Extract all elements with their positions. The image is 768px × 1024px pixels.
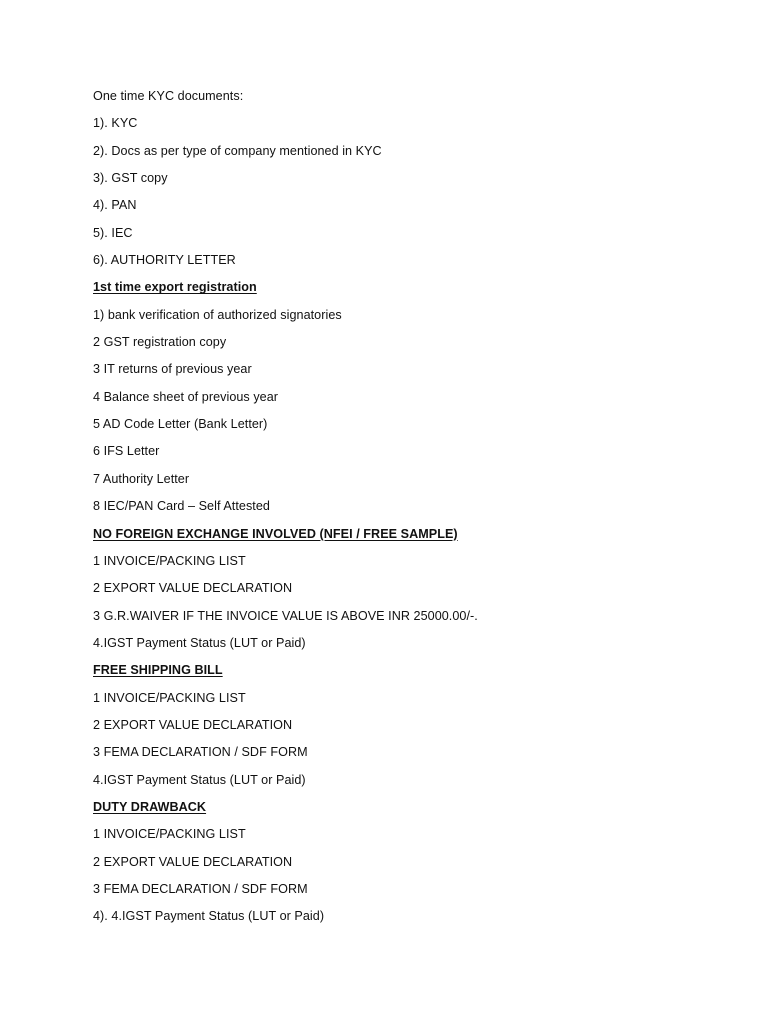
list-item: 1 INVOICE/PACKING LIST bbox=[93, 553, 246, 568]
list-item: 8 IEC/PAN Card – Self Attested bbox=[93, 499, 270, 514]
list-item: 3 FEMA DECLARATION / SDF FORM bbox=[93, 745, 308, 760]
kyc-list-item: 5). IEC bbox=[93, 225, 133, 240]
list-item: 1 INVOICE/PACKING LIST bbox=[93, 690, 246, 705]
list-item: 3 FEMA DECLARATION / SDF FORM bbox=[93, 881, 308, 896]
section-heading-export-registration: 1st time export registration bbox=[93, 280, 257, 295]
list-item: 3 G.R.WAIVER IF THE INVOICE VALUE IS ABOVE INR 25000.00/-. bbox=[93, 608, 478, 623]
list-item: 4). 4.IGST Payment Status (LUT or Paid) bbox=[93, 909, 325, 924]
list-item: 2 EXPORT VALUE DECLARATION bbox=[93, 717, 293, 732]
kyc-list-item: 2). Docs as per type of company mentioned in KYC bbox=[93, 143, 382, 158]
list-item: 7 Authority Letter bbox=[93, 471, 190, 486]
list-item: 2 EXPORT VALUE DECLARATION bbox=[93, 581, 293, 596]
kyc-list-item: 1). KYC bbox=[93, 116, 138, 131]
section-heading-nfei: NO FOREIGN EXCHANGE INVOLVED (NFEI / FREE SAMPLE) bbox=[93, 526, 458, 541]
kyc-list-item: 6). AUTHORITY LETTER bbox=[93, 253, 236, 268]
list-item: 1 INVOICE/PACKING LIST bbox=[93, 827, 246, 842]
section-heading-free-shipping-bill: FREE SHIPPING BILL bbox=[93, 663, 223, 678]
kyc-list-item: 4). PAN bbox=[93, 198, 137, 213]
list-item: 4 Balance sheet of previous year bbox=[93, 389, 279, 404]
section-heading-duty-drawback: DUTY DRAWBACK bbox=[93, 799, 207, 814]
kyc-list-item: 3). GST copy bbox=[93, 171, 168, 186]
list-item: 1) bank verification of authorized signatories bbox=[93, 307, 342, 322]
document-content bbox=[93, 86, 713, 934]
list-item: 2 EXPORT VALUE DECLARATION bbox=[93, 854, 293, 869]
list-item: 4.IGST Payment Status (LUT or Paid) bbox=[93, 635, 306, 650]
list-item: 6 IFS Letter bbox=[93, 444, 160, 459]
list-item: 2 GST registration copy bbox=[93, 335, 227, 350]
document-title: One time KYC documents: bbox=[93, 89, 244, 103]
list-item: 5 AD Code Letter (Bank Letter) bbox=[93, 417, 268, 432]
list-item: 3 IT returns of previous year bbox=[93, 362, 252, 377]
list-item: 4.IGST Payment Status (LUT or Paid) bbox=[93, 772, 306, 787]
